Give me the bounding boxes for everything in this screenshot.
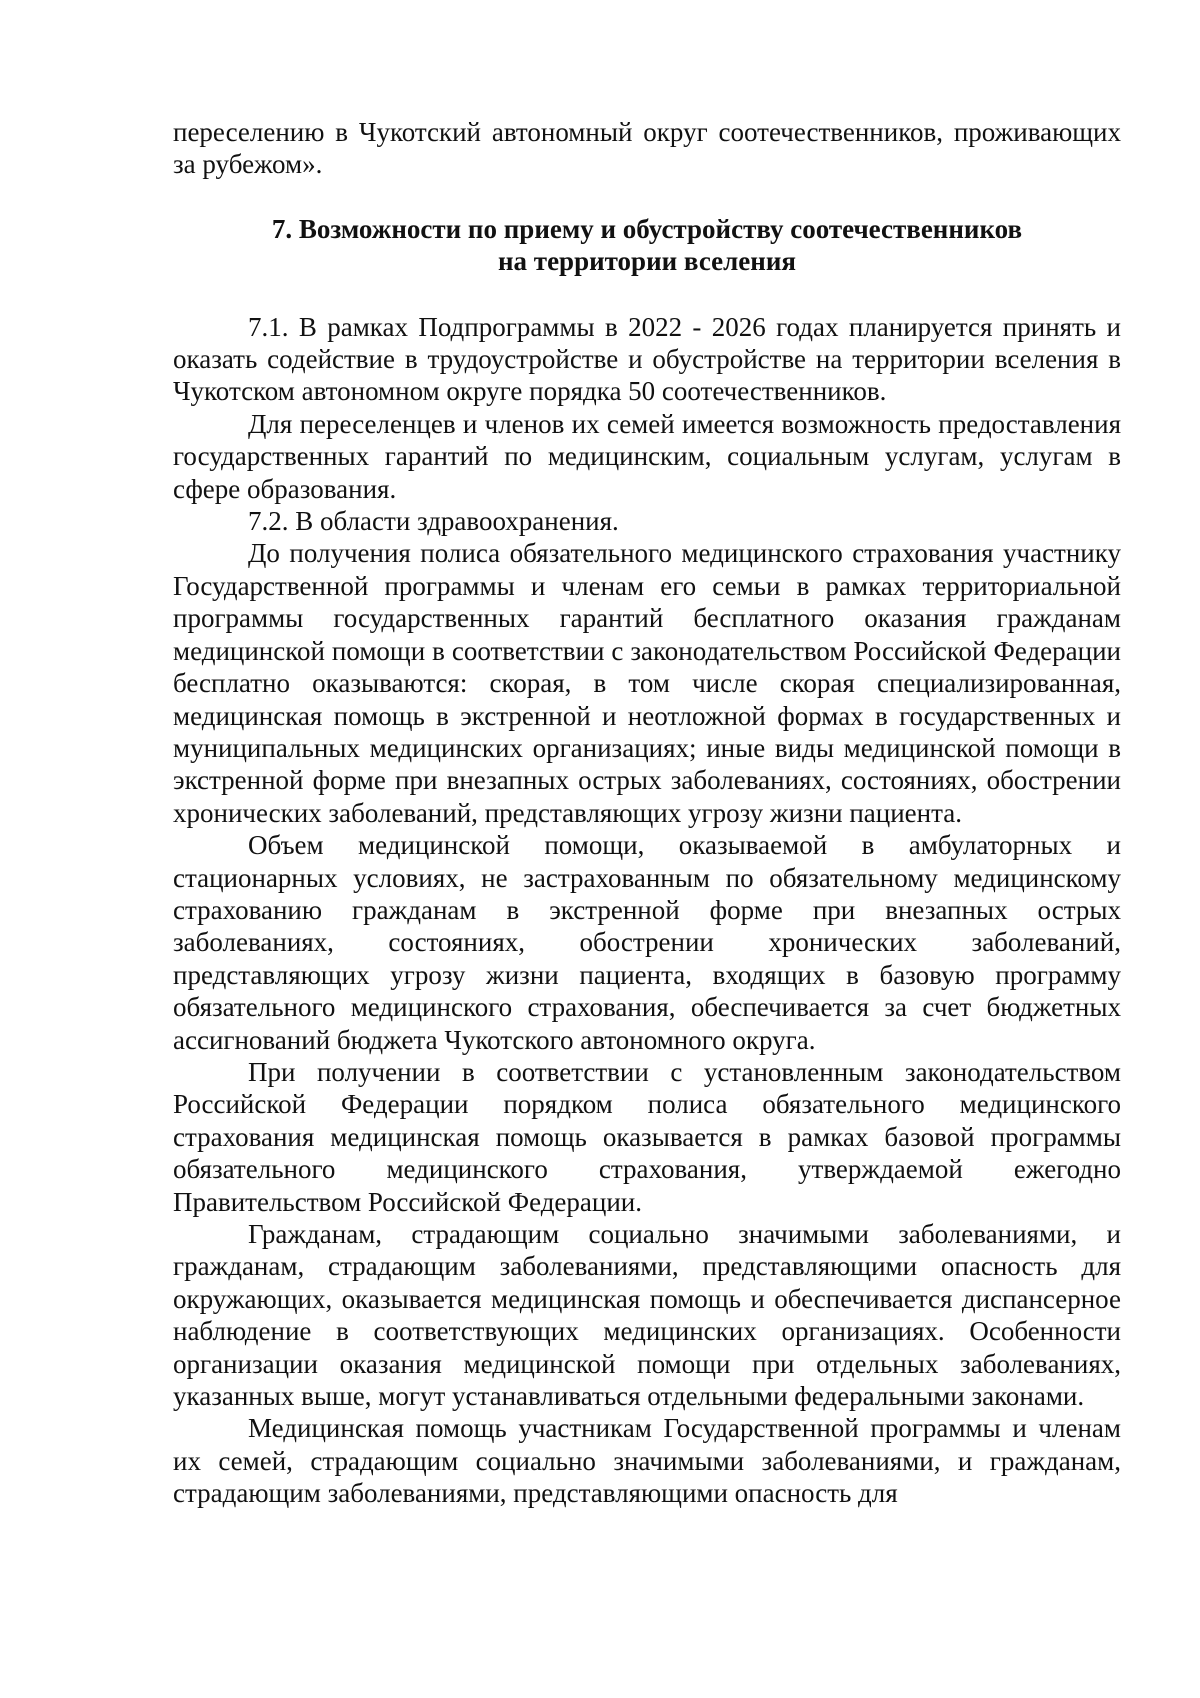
section-heading-line-2: на территории вселения <box>498 246 796 277</box>
section-heading <box>173 213 1121 278</box>
paragraph-medical-care-participants: Медицинская помощь участникам Государственной программы и членам их семей, страдающим социально значимыми заболеваниями, и гражданам, страдающим заболеваниями, представляющими опасность для <box>173 1413 1121 1509</box>
paragraph-before-policy: До получения полиса обязательного медицинского страхования участнику Государственной программы и членам его семьи в рамках территориальной программы государственных гарантий бесплатного оказания гражданам медицинской помощи в соответствии с законодательством Российской Федерации бесплатно оказываются: скорая, в том числе скорая специализированная, медицинская помощь в экстренной и неотложной формах в государственных и муниципальных медицинских организациях; иные виды медицинской помощи в экстренной форме при внезапных острых заболеваниях, состояниях, обострении хронических заболеваний, представляющих угрозу жизни пациента. <box>173 538 1121 828</box>
paragraph-socially-significant: Гражданам, страдающим социально значимыми заболеваниями, и гражданам, страдающим заболеваниями, представляющими опасность для окружающих, оказывается медицинская помощь и обеспечивается диспансерное наблюдение в соответствующих медицинских организациях. Особенности организации оказания медицинской помощи при отдельных заболеваниях, указанных выше, могут устанавливаться отдельными федеральными законами. <box>173 1219 1121 1412</box>
intro-paragraph: переселению в Чукотский автономный округ соотечественников, проживающих за рубежом». <box>173 117 1121 180</box>
paragraph-volume-of-care: Объем медицинской помощи, оказываемой в амбулаторных и стационарных условиях, не застрахованным по обязательному медицинскому страхованию гражданам в экстренной форме при внезапных острых заболеваниях, состояниях, обострении хронических заболеваний, представляющих угрозу жизни пациента, входящих в базовую программу обязательного медицинского страхования, обеспечивается за счет бюджетных ассигнований бюджета Чукотского автономного округа. <box>173 830 1121 1055</box>
paragraph-7-2: 7.2. В области здравоохранения. <box>248 506 619 537</box>
paragraph-guarantees: Для переселенцев и членов их семей имеется возможность предоставления государственных гарантий по медицинским, социальным услугам, услугам в сфере образования. <box>173 408 1121 504</box>
paragraph-7-1: 7.1. В рамках Подпрограммы в 2022 - 2026 годах планируется принять и оказать содействие в трудоустройстве и обустройстве на территории вселения в Чукотском автономном округе порядка 50 соотечественников. <box>173 311 1121 407</box>
section-heading-line-1: 7. Возможности по приему и обустройству соотечественников <box>271 213 1023 244</box>
document-body <box>173 116 1121 1510</box>
paragraph-after-policy: При получении в соответствии с установленным законодательством Российской Федерации порядком полиса обязательного медицинского страхования медицинская помощь оказывается в рамках базовой программы обязательного медицинского страхования, утверждаемой ежегодно Правительством Российской Федерации. <box>173 1056 1121 1217</box>
